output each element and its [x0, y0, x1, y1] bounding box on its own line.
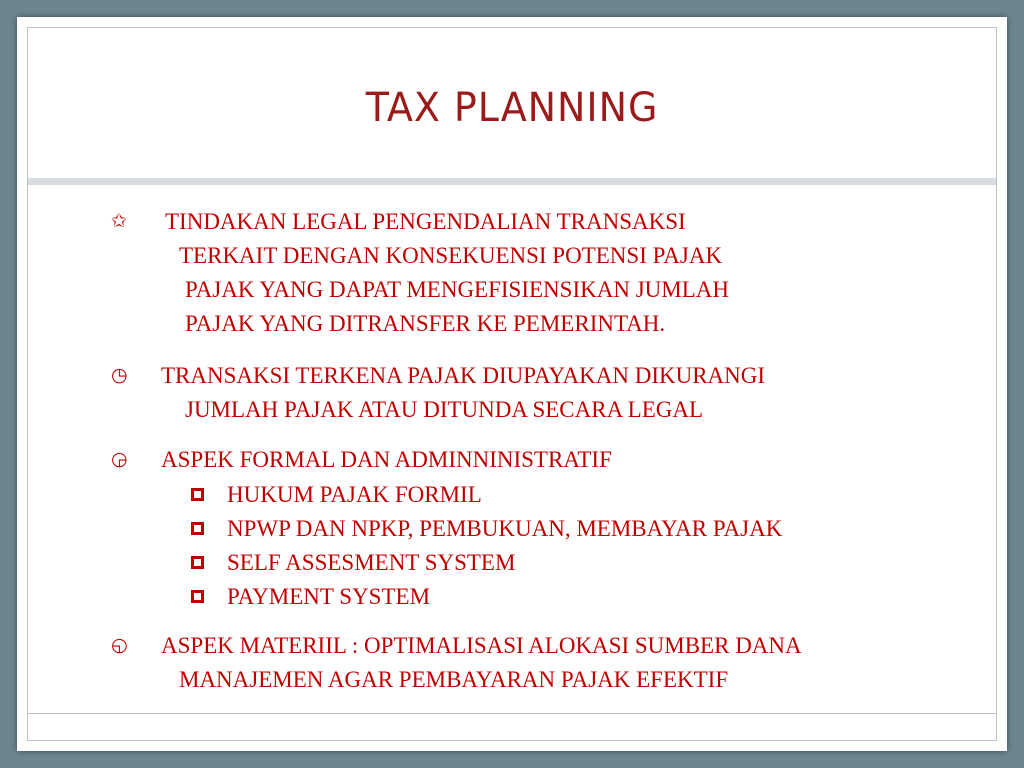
- clock-icon: ◶: [111, 448, 128, 470]
- checkbox-icon: [191, 590, 204, 603]
- subitem: NPWP DAN NPKP, PEMBUKUAN, MEMBAYAR PAJAK: [227, 516, 783, 541]
- subitem: PAYMENT SYSTEM: [227, 584, 431, 609]
- checkbox-icon: [191, 522, 204, 535]
- slide-title: TAX PLANNING: [365, 85, 659, 131]
- checkbox-icon: [191, 488, 204, 501]
- point-1-line-4: PAJAK YANG DITRANSFER KE PEMERINTAH.: [185, 311, 666, 336]
- point-2-line-2: JUMLAH PAJAK ATAU DITUNDA SECARA LEGAL: [185, 397, 704, 422]
- clock-icon: ◷: [111, 364, 128, 386]
- subitem: HUKUM PAJAK FORMIL: [227, 482, 482, 507]
- slide-content: [17, 17, 1007, 751]
- checkbox-icon: [191, 556, 204, 569]
- point-1-line-2: TERKAIT DENGAN KONSEKUENSI POTENSI PAJAK: [179, 243, 723, 268]
- point-2-line-1: TRANSAKSI TERKENA PAJAK DIUPAYAKAN DIKURANGI: [161, 363, 766, 388]
- point-1-line-1: TINDAKAN LEGAL PENGENDALIAN TRANSAKSI: [165, 209, 686, 234]
- slide: [17, 17, 1007, 751]
- clock-icon: ◵: [111, 634, 128, 656]
- point-4-line-2: MANAJEMEN AGAR PEMBAYARAN PAJAK EFEKTIF: [179, 667, 729, 692]
- subitem: SELF ASSESMENT SYSTEM: [227, 550, 516, 575]
- point-3-line-1: ASPEK FORMAL DAN ADMINNINISTRATIF: [161, 447, 612, 472]
- point-1-line-3: PAJAK YANG DAPAT MENGEFISIENSIKAN JUMLAH: [185, 277, 729, 302]
- point-4-line-1: ASPEK MATERIIL : OPTIMALISASI ALOKASI SUMBER DANA: [161, 633, 802, 658]
- star-icon: ✩: [111, 210, 127, 232]
